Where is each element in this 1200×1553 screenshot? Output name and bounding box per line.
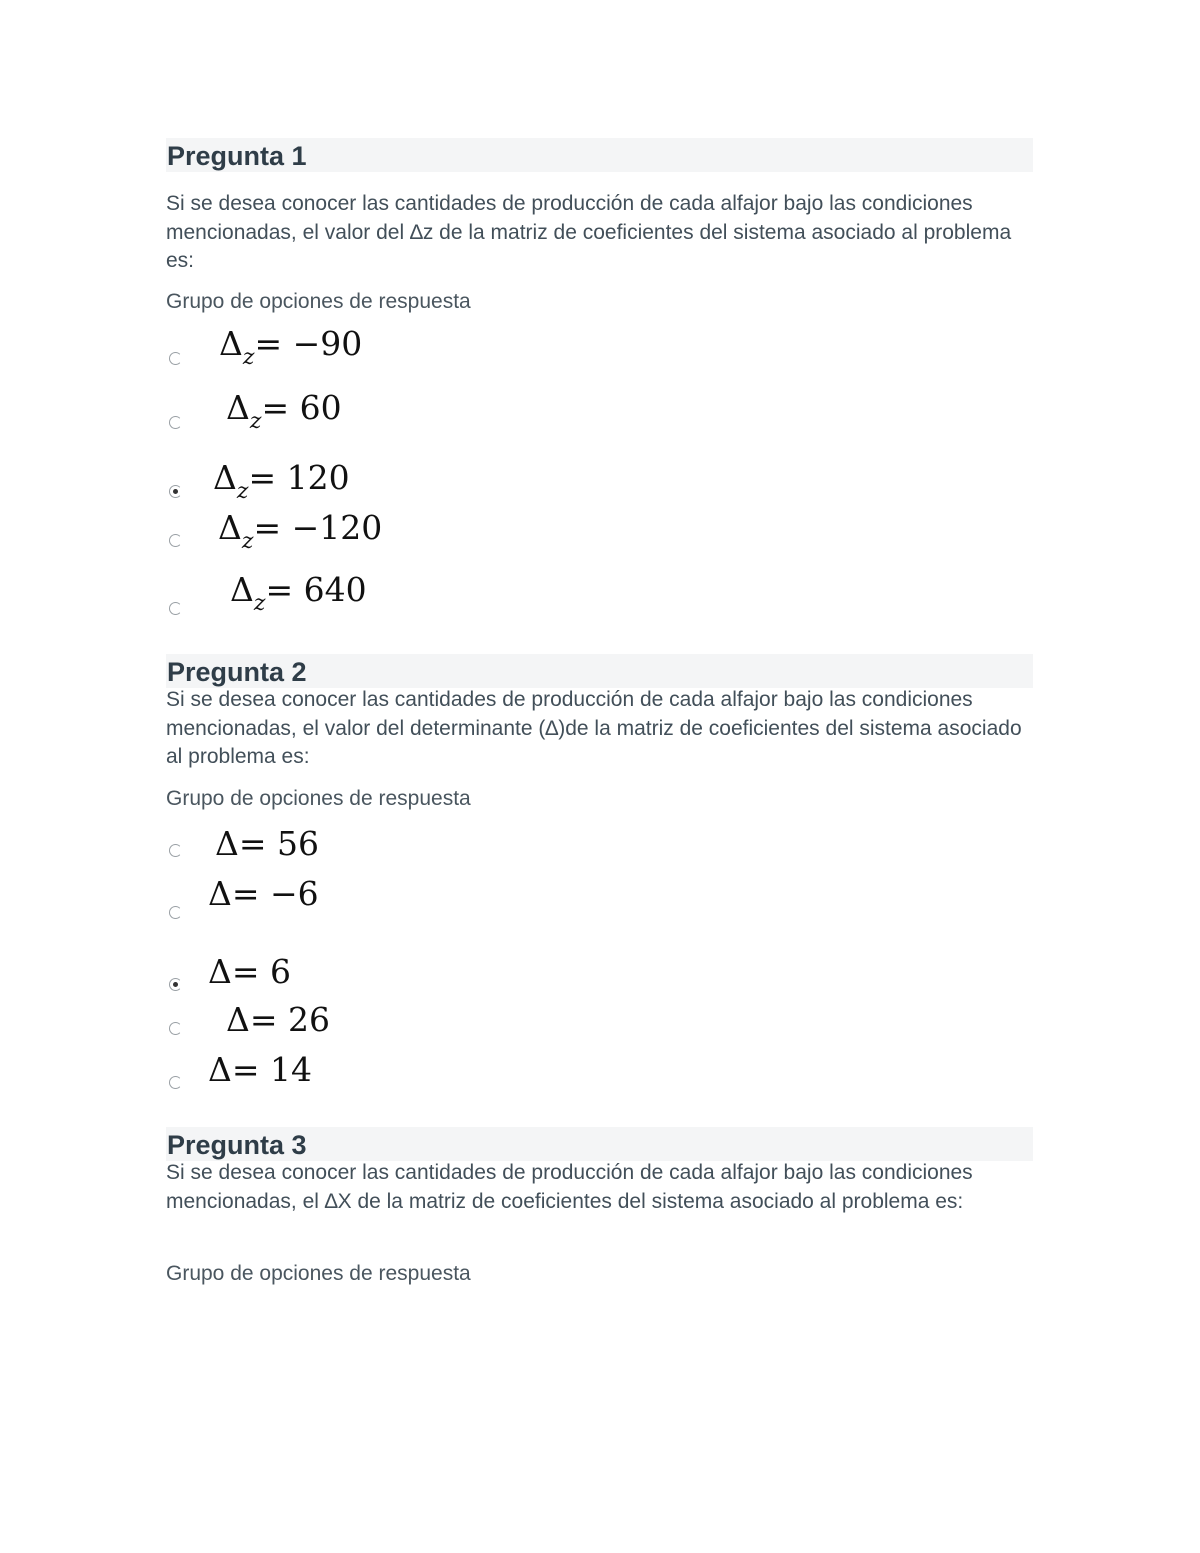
question-2: [166, 654, 1033, 1089]
answer-option[interactable]: [166, 1002, 466, 1042]
answer-value: = 56: [238, 824, 319, 863]
answer-value: = 6: [231, 952, 291, 991]
question-text: Si se desea conocer las cantidades de producción de cada alfajor bajo las condiciones mencionadas, el valor del determinante (∆)de la matriz de coeficientes del sistema asociado al problema es:: [166, 688, 1022, 768]
delta-symbol: Δ: [226, 1000, 250, 1039]
answer-formula: [213, 458, 350, 503]
radio-button-selected[interactable]: [169, 978, 182, 991]
answer-value: = 60: [261, 388, 342, 427]
delta-subscript: z: [236, 479, 249, 504]
answer-option[interactable]: [166, 824, 466, 864]
answer-value: = −6: [231, 874, 319, 913]
radio-button[interactable]: [169, 602, 182, 615]
delta-symbol: Δ: [230, 570, 254, 609]
delta-symbol: Δ: [208, 1050, 232, 1089]
question-text: Si se desea conocer las cantidades de producción de cada alfajor bajo las condiciones mencionadas, el valor del ∆z de la matriz de coeficientes del sistema asociado al problema es:: [166, 192, 1012, 272]
answer-option[interactable]: [166, 388, 466, 434]
radio-button[interactable]: [169, 534, 182, 547]
delta-symbol: Δ: [208, 874, 232, 913]
delta-symbol: Δ: [219, 324, 243, 363]
answer-group-label: Grupo de opciones de respuesta: [166, 1262, 471, 1285]
answer-value: = 26: [249, 1000, 330, 1039]
answer-value: = 640: [265, 570, 367, 609]
question-title: Pregunta 3: [166, 1127, 1033, 1161]
answer-value: = 120: [248, 458, 350, 497]
delta-subscript: z: [249, 409, 262, 434]
radio-button[interactable]: [169, 352, 182, 365]
question-text: Si se desea conocer las cantidades de producción de cada alfajor bajo las condiciones mencionadas, el ∆X de la matriz de coeficientes del sistema asociado al problema es:: [166, 1161, 973, 1213]
radio-button[interactable]: [169, 1022, 182, 1035]
answer-option[interactable]: [166, 458, 466, 504]
question-1: [166, 138, 1033, 616]
delta-symbol: Δ: [208, 952, 232, 991]
answer-formula: [208, 1050, 312, 1090]
answer-option[interactable]: [166, 324, 466, 370]
radio-button-selected[interactable]: [169, 485, 182, 498]
question-3: [166, 1127, 1033, 1285]
answer-formula: [219, 324, 362, 369]
delta-symbol: Δ: [213, 458, 237, 497]
answer-option[interactable]: [166, 508, 466, 554]
answer-value: = −90: [254, 324, 363, 363]
delta-symbol: Δ: [226, 388, 250, 427]
radio-button[interactable]: [169, 844, 182, 857]
radio-button[interactable]: [169, 906, 182, 919]
delta-subscript: z: [241, 529, 254, 554]
answer-formula: [226, 388, 342, 433]
answer-option[interactable]: [166, 952, 466, 992]
answer-option[interactable]: [166, 570, 466, 616]
delta-subscript: z: [242, 345, 255, 370]
answer-value: = −120: [253, 508, 383, 547]
radio-button[interactable]: [169, 416, 182, 429]
question-title: Pregunta 1: [166, 138, 1033, 172]
answer-option[interactable]: [166, 874, 466, 914]
answer-formula: [218, 508, 382, 553]
answer-value: = 14: [231, 1050, 312, 1089]
answer-formula: [230, 570, 367, 615]
answer-group-label: Grupo de opciones de respuesta: [166, 290, 471, 313]
delta-symbol: Δ: [215, 824, 239, 863]
answer-option[interactable]: [166, 1052, 466, 1092]
answer-formula: [215, 824, 319, 864]
delta-symbol: Δ: [218, 508, 242, 547]
radio-button[interactable]: [169, 1076, 182, 1089]
delta-subscript: z: [253, 591, 266, 616]
question-title: Pregunta 2: [166, 654, 1033, 688]
answer-formula: [208, 952, 291, 992]
answer-group-label: Grupo de opciones de respuesta: [166, 787, 471, 810]
answer-formula: [226, 1000, 330, 1040]
answer-formula: [208, 874, 319, 914]
